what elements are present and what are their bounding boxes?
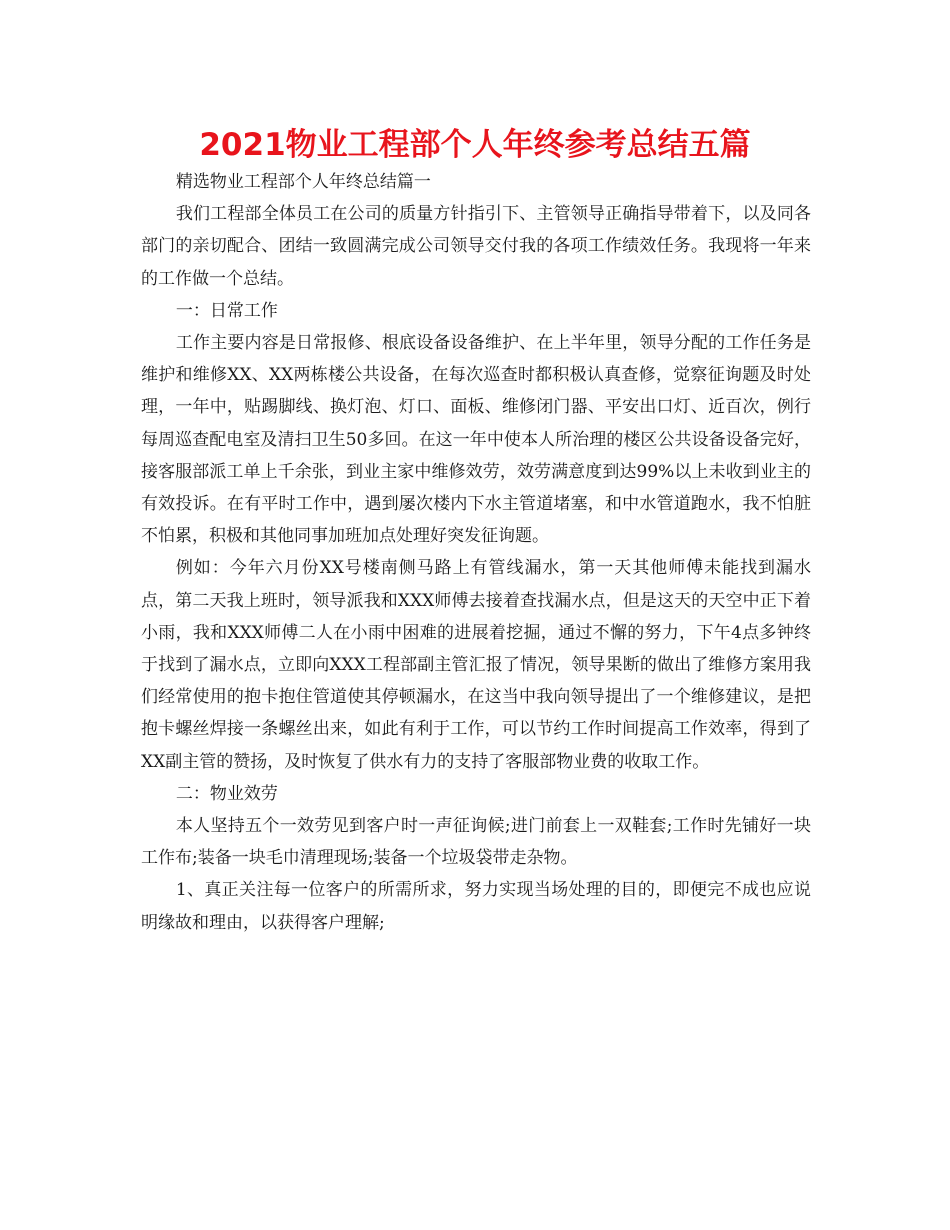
document-title: 2021物业工程部个人年终参考总结五篇	[199, 127, 751, 163]
paragraph: 工作主要内容是日常报修、根底设备设备维护、在上半年里，领导分配的工作任务是维护和维修XX、XX两栋楼公共设备，在每次巡查时都积极认真查修，觉察征询题及时处理，一年中，贴踢脚线、换灯泡、灯口、面板、维修闭门器、平安出口灯、近百次，例行每周巡查配电室及清扫卫生50多回。在这一年中使本人所治理的楼区公共设备设备完好，接客服部派工单上千余张，到业主家中维修效劳，效劳满意度到达99%以上未收到业主的有效投诉。在有平时工作中，遇到屡次楼内下水主管道堵塞，和中水管道跑水，我不怕脏不怕累，积极和其他同事加班加点处理好突发征询题。	[141, 333, 811, 547]
section-heading: 二：物业效劳	[175, 783, 278, 804]
paragraph: 例如：今年六月份XX号楼南侧马路上有管线漏水，第一天其他师傅未能找到漏水点，第二天我上班时，领导派我和XXX师傅去接着查找漏水点，但是这天的天空中正下着小雨，我和XXX师傅二人在小雨中困难的进展着挖掘，通过不懈的努力，下午4点多钟终于找到了漏水点，立即向XXX工程部副主管汇报了情况，领导果断的做出了维修方案用我们经常使用的抱卡抱住管道使其停顿漏水，在这当中我向领导提出了一个维修建议，是把抱卡螺丝焊接一条螺丝出来，如此有利于工作，可以节约工作时间提高工作效率，得到了XX副主管的赞扬，及时恢复了供水有力的支持了客服部物业费的收取工作。	[141, 558, 811, 772]
paragraph: 我们工程部全体员工在公司的质量方针指引下、主管领导正确指导带着下，以及同各部门的亲切配合、团结一致圆满完成公司领导交付我的各项工作绩效任务。我现将一年来的工作做一个总结。	[141, 204, 811, 289]
document-body	[141, 166, 811, 939]
section-heading: 一：日常工作	[175, 300, 278, 321]
paragraph: 1、真正关注每一位客户的所需所求，努力实现当场处理的目的，即便完不成也应说明缘故和理由，以获得客户理解;	[141, 880, 811, 933]
paragraph: 本人坚持五个一效劳见到客户时一声征询候;进门前套上一双鞋套;工作时先铺好一块工作布;装备一块毛巾清理现场;装备一个垃圾袋带走杂物。	[141, 816, 811, 869]
section-heading: 精选物业工程部个人年终总结篇一	[175, 172, 431, 192]
